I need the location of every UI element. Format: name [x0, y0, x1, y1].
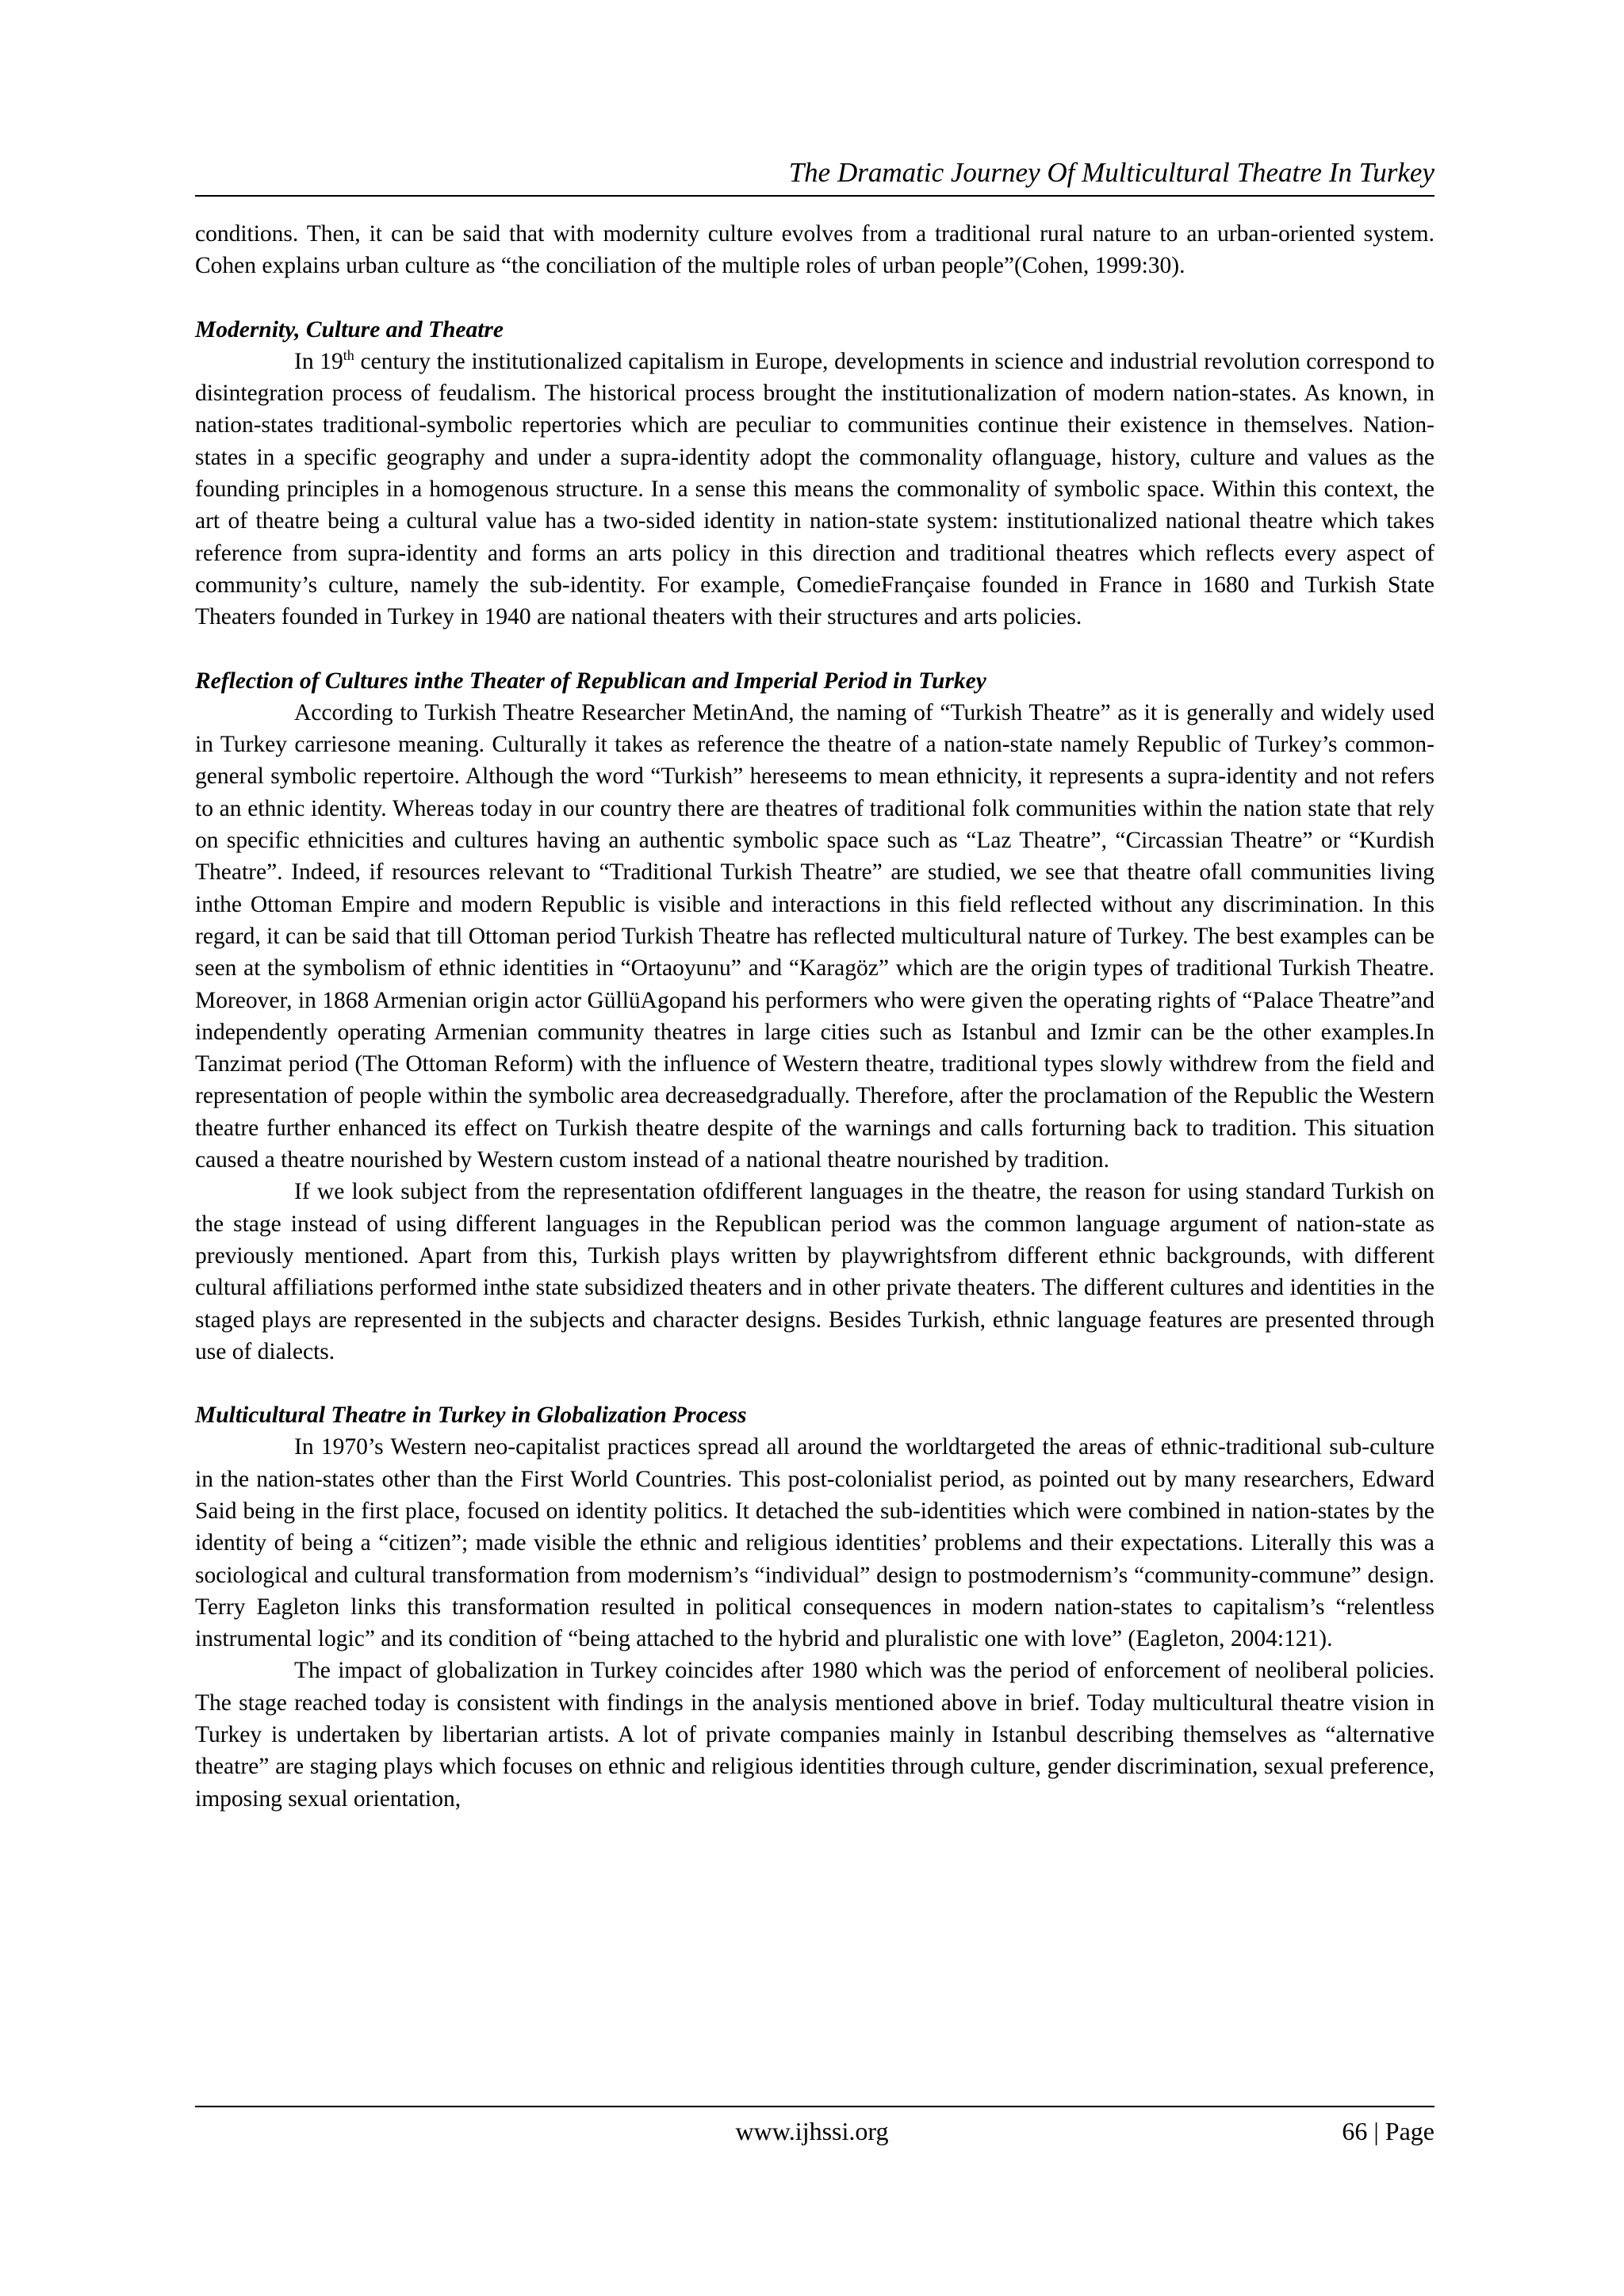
ordinal-superscript: th [343, 347, 354, 364]
paragraph-reflection-1: According to Turkish Theatre Researcher MetinAnd, the naming of “Turkish Theatre” as it is generally and widely used in Turkey carriesone meaning. Culturally it takes as reference the theatre of a nation-state namely Republic of Turkey’s common-general symbolic repertoire. Although the word “Turkish” hereseems to mean ethnicity, it represents a supra-identity and not refers to an ethnic identity. Whereas today in our country there are theatres of traditional folk communities within the nation state that rely on specific ethnicities and cultures having an authentic symbolic space such as “Laz Theatre”, “Circassian Theatre” or “Kurdish Theatre”. Indeed, if resources relevant to “Traditional Turkish Theatre” are studied, we see that theatre ofall communities living inthe Ottoman Empire and modern Republic is visible and interactions in this field reflected without any discrimination. In this regard, it can be said that till Ottoman period Turkish Theatre has reflected multicultural nature of Turkey. The best examples can be seen at the symbolism of ethnic identities in “Ortaoyunu” and “Karagöz” which are the origin types of traditional Turkish Theatre. Moreover, in 1868 Armenian origin actor GüllüAgopand his performers who were given the operating rights of “Palace Theatre”and independently operating Armenian community theatres in large cities such as Istanbul and Izmir can be the other examples.In Tanzimat period (The Ottoman Reform) with the influence of Western theatre, traditional types slowly withdrew from the field and representation of people within the symbolic area decreasedgradually. Therefore, after the proclamation of the Republic the Western theatre further enhanced its effect on Turkish theatre despite of the warnings and calls forturning back to tradition. This situation caused a theatre nourished by Western custom instead of a national theatre nourished by tradition. [195, 699, 1434, 1173]
header-divider [195, 195, 1434, 197]
section-heading-modernity: Modernity, Culture and Theatre [195, 316, 504, 342]
paragraph-intro: conditions. Then, it can be said that with modernity culture evolves from a traditional rural nature to an urban-oriented system. Cohen explains urban culture as “the conciliation of the multiple roles of urban people”(Cohen, 1999:30). [195, 221, 1434, 279]
paragraph-globalization-2: The impact of globalization in Turkey coincides after 1980 which was the period of enforcement of neoliberal policies. The stage reached today is consistent with findings in the analysis mentioned above in brief. Today multicultural theatre vision in Turkey is undertaken by libertarian artists. A lot of private companies mainly in Istanbul describing themselves as “alternative theatre” are staging plays which focuses on ethnic and religious identities through culture, gender discrimination, sexual preference, imposing sexual orientation, [195, 1658, 1434, 1812]
running-header-title: The Dramatic Journey Of Multicultural Theatre In Turkey [788, 157, 1434, 188]
article-body [195, 218, 1434, 1815]
section-heading-reflection: Reflection of Cultures inthe Theater of Republican and Imperial Period in Turkey [195, 668, 986, 694]
paragraph-modernity [195, 346, 1434, 633]
paragraph-modernity-lead: In 19 [294, 348, 343, 374]
footer-divider [195, 2106, 1434, 2107]
footer-website-link[interactable]: www.ijhssi.org [735, 2117, 889, 2145]
section-heading-globalization: Multicultural Theatre in Turkey in Globalization Process [195, 1402, 747, 1429]
paragraph-modernity-text: century the institutionalized capitalism in Europe, developments in science and industrial revolution correspond to disintegration process of feudalism. The historical process brought the institutionalization of modern nation-states. As known, in nation-states traditional-symbolic repertories which are peculiar to communities continue their existence in themselves. Nation-states in a specific geography and under a supra-identity adopt the commonality oflanguage, history, culture and values as the founding principles in a homogenous structure. In a sense this means the commonality of symbolic space. Within this context, the art of theatre being a cultural value has a two-sided identity in nation-state system: institutionalized national theatre which takes reference from supra-identity and forms an arts policy in this direction and traditional theatres which reflects every aspect of community’s culture, namely the sub-identity. For example, ComedieFrançaise founded in France in 1680 and Turkish State Theaters founded in Turkey in 1940 are national theaters with their structures and arts policies. [195, 348, 1434, 630]
footer-page-number: 66 | Page [1342, 2117, 1434, 2145]
paragraph-globalization-1: In 1970’s Western neo-capitalist practices spread all around the worldtargeted the areas of ethnic-traditional sub-culture in the nation-states other than the First World Countries. This post-colonialist period, as pointed out by many researchers, Edward Said being in the first place, focused on identity politics. It detached the sub-identities which were combined in nation-states by the identity of being a “citizen”; made visible the ethnic and religious identities’ problems and their expectations. Literally this was a sociological and cultural transformation from modernism’s “individual” design to postmodernism’s “community-commune” design. Terry Eagleton links this transformation resulted in political consequences in modern nation-states to capitalism’s “relentless instrumental logic” and its condition of “being attached to the hybrid and pluralistic one with love” (Eagleton, 2004:121). [195, 1434, 1434, 1652]
paragraph-reflection-2: If we look subject from the representation ofdifferent languages in the theatre, the reason for using standard Turkish on the stage instead of using different languages in the Republican period was the common language argument of nation-state as previously mentioned. Apart from this, Turkish plays written by playwrightsfrom different ethnic backgrounds, with different cultural affiliations performed inthe state subsidized theaters and in other private theaters. The different cultures and identities in the staged plays are represented in the subjects and character designs. Besides Turkish, ethnic language features are presented through use of dialects. [195, 1179, 1434, 1364]
